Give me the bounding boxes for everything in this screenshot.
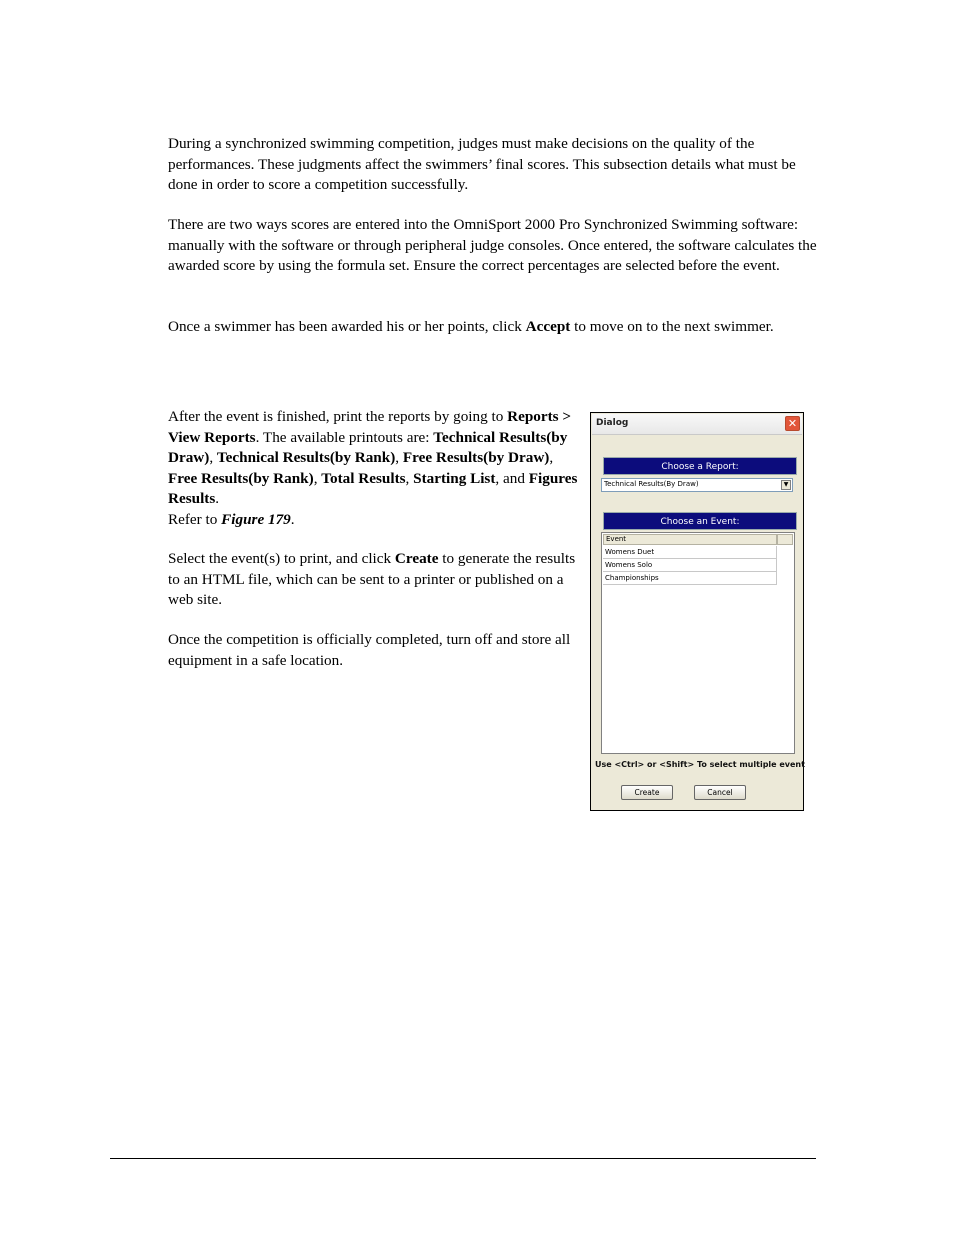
printout-figures-results: Figures Results: [168, 469, 578, 507]
score-entry-paragraph: There are two ways scores are entered into the OmniSport 2000 Pro Synchronized Swimming software: manually with the software or through peripheral judge consoles. Once entered, the software calculates the awarded score by using the formula set. Ensure the correct percentages are selected before the event.: [168, 216, 817, 274]
event-column-header[interactable]: Event: [603, 534, 777, 545]
separator: ,: [549, 449, 554, 466]
report-select-value: Technical Results(By Draw): [604, 480, 699, 488]
dialog-titlebar[interactable]: [592, 414, 802, 435]
accept-text-before: Once a swimmer has been awarded his or her points, click: [168, 318, 526, 335]
create-text-after: to generate the results to an HTML file, which can be sent to a printer or published on a web site.: [168, 550, 576, 608]
separator: ,: [313, 469, 322, 487]
column-header-filler: [777, 534, 793, 545]
create-paragraph: [168, 549, 583, 611]
printout-free-rank: Free Results(by Rank): [168, 469, 314, 487]
reports-paragraph: [168, 407, 583, 530]
reports-intro: After the event is finished, print the reports by going to: [168, 408, 508, 425]
event-list[interactable]: [601, 532, 795, 754]
event-rows: [603, 546, 777, 585]
report-select[interactable]: [601, 478, 793, 492]
footer-divider: [110, 1158, 816, 1159]
create-button[interactable]: Create: [621, 785, 673, 800]
separator: ,: [209, 449, 217, 466]
accept-text-after: to move on to the next swimmer.: [570, 318, 774, 335]
report-dialog: [590, 412, 804, 811]
refer-text: Refer to: [168, 510, 222, 528]
multi-select-hint: Use <Ctrl> or <Shift> To select multiple event: [595, 760, 805, 769]
period: .: [215, 490, 220, 507]
printout-free-draw: Free Results(by Draw): [402, 449, 550, 466]
period: .: [290, 510, 295, 528]
chevron-down-icon[interactable]: ▼: [781, 480, 791, 490]
list-item[interactable]: Womens Duet: [603, 546, 777, 559]
create-text-before: Select the event(s) to print, and click: [168, 550, 395, 567]
printout-technical-rank: Technical Results(by Rank): [216, 449, 396, 466]
list-item[interactable]: Womens Solo: [603, 559, 777, 572]
list-item[interactable]: Championships: [603, 572, 777, 585]
choose-report-header: Choose a Report:: [603, 457, 797, 475]
cancel-button[interactable]: Cancel: [694, 785, 746, 800]
close-icon[interactable]: ✕: [785, 416, 800, 431]
separator: ,: [395, 449, 403, 466]
printout-starting-list: Starting List: [413, 469, 496, 487]
create-keyword: Create: [394, 550, 439, 567]
separator: , and: [495, 469, 529, 487]
accept-paragraph: [168, 317, 808, 338]
reports-menu-path: Reports > View Reports: [168, 408, 572, 446]
accept-keyword: Accept: [525, 318, 571, 335]
dialog-title: Dialog: [596, 418, 629, 428]
separator: ,: [405, 469, 414, 487]
figure-reference: Figure 179: [221, 510, 291, 528]
intro-paragraph: During a synchronized swimming competition, judges must make decisions on the quality of the performances. These judgments affect the swimmers’ final scores. This subsection details what must be done in order to score a competition successfully.: [168, 135, 796, 193]
printout-technical-draw: Technical Results(by Draw): [168, 428, 568, 466]
choose-event-header: Choose an Event:: [603, 512, 797, 530]
printout-total-results: Total Results: [321, 469, 406, 487]
reports-mid: . The available printouts are:: [255, 428, 434, 446]
completion-paragraph: Once the competition is officially completed, turn off and store all equipment in a safe location.: [168, 631, 571, 669]
